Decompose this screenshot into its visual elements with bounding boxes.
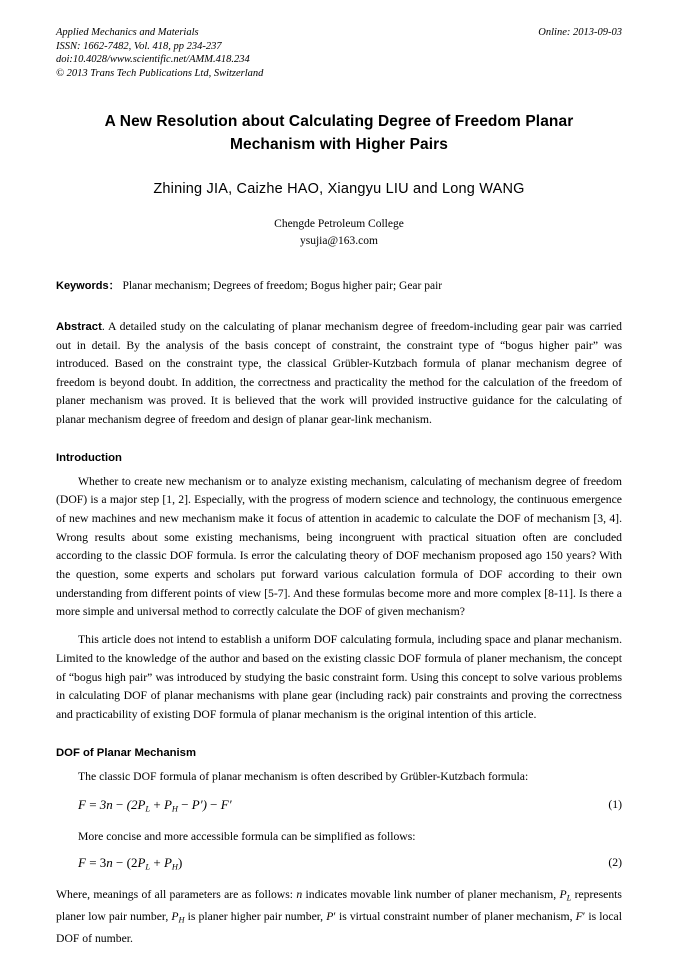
abstract-label: Abstract <box>56 321 102 333</box>
introduction-paragraph-2: This article does not intend to establish a uniform DOF calculating formula, including space and planar mechanism. Limited to the knowledge of the author and based on the existing classic DOF formula of planer mechanism, the concept of “bogus high pair” was introduced by studying the basic constraint form. Using this concept to solve various problems in calculating DOF of planar mechanisms with plane gear (including rack) pair constraints and proving the correctness and practicability of existing DOF formula of planar mechanism is the original intention of this article. <box>56 633 622 721</box>
journal-doi: doi:10.4028/www.scientific.net/AMM.418.234 <box>56 54 250 65</box>
equation-1-line <box>56 796 622 818</box>
journal-name: Applied Mechanics and Materials <box>56 27 199 38</box>
journal-header <box>56 26 622 80</box>
abstract-text: . A detailed study on the calculating of planar mechanism degree of freedom-including gear pair was carried out in detail. By the analysis of the basis concept of constraint, the constraint type of “bogus higher pair” was introduced. Based on the constraint type, the classical Grübler-Kutzbach formula of planar mechanism degree of freedom is beyond doubt. In addition, the correctness and practicality the method for the calculation of the freedom of planer mechanism was proved. It is believed that the work will provided instructive guidance for the calculating of planar mechanism degree of freedom and design of planar gear-link mechanism. <box>56 320 622 426</box>
journal-copyright: © 2013 Trans Tech Publications Ltd, Switzerland <box>56 67 264 79</box>
journal-header-left <box>56 26 263 80</box>
page-title <box>56 110 622 156</box>
journal-header-right <box>538 26 622 40</box>
equation-2-line <box>56 854 622 876</box>
section-heading-dof-of-planar-mechanism: DOF of Planar Mechanism <box>56 746 196 759</box>
dof-paragraph-2: More concise and more accessible formula can be simplified as follows: <box>78 829 416 843</box>
journal-issn-volume: ISSN: 1662-7482, Vol. 418, pp 234-237 <box>56 40 222 52</box>
affiliation: Chengde Petroleum College <box>274 218 404 230</box>
page-title-line-2: Mechanism with Higher Pairs <box>229 136 449 153</box>
author-list: Zhining JIA, Caizhe HAO, Xiangyu LIU and Long WANG <box>153 181 525 197</box>
equation-2: $F = 3n - (2P_L + P_H)$ <box>78 855 183 872</box>
equation-2-number: (2) <box>608 856 622 870</box>
dof-paragraph-1: The classic DOF formula of planar mechanism is often described by Grübler-Kutzbach formula: <box>78 769 529 783</box>
keywords-block <box>56 278 622 294</box>
dof-paragraph-3: Where, meanings of all parameters are as follows: n indicates movable link number of planer mechanism, $P_L$ represents planer low pair number, $P_H$ is planer higher pair number, P′ is virtual constraint number of planer mechanism, F′ is local DOF of number. <box>56 887 622 945</box>
section-heading-introduction: Introduction <box>56 451 122 464</box>
online-date: Online: 2013-09-03 <box>538 27 622 38</box>
abstract-block <box>56 318 622 430</box>
keywords-label: Keywords： <box>56 280 120 292</box>
introduction-paragraph-1: Whether to create new mechanism or to analyze existing mechanism, calculating of mechanism degree of freedom (DOF) is a major step [1, 2]. Especially, with the progress of modern science and technology, the continuous emergence of new machines and new mechanism make it focus of attention in academic to calculate the DOF of mechanism [3, 4]. Wrong results about some existing mechanisms, being incongruent with practical situation often are concluded according to the classic DOF formula. Is error the calculating theory of DOF mechanism proposed ago 150 years? With the question, some experts and scholars put forward various calculation formula of DOF according to their own understanding from different points of view [5-7]. And these formulas become more and more complex [8-11]. Is there a more simple and universal method to correctly calculate the DOF of given mechanism? <box>56 474 622 619</box>
keywords-text: Planar mechanism; Degrees of freedom; Bogus higher pair; Gear pair <box>122 280 443 292</box>
page-title-line-1: A New Resolution about Calculating Degree of Freedom Planar <box>104 113 574 130</box>
equation-1-number: (1) <box>608 798 622 812</box>
contact-email: ysujia@163.com <box>300 235 378 247</box>
equation-1: $F = 3n - (2P_L + P_H - P') - F'$ <box>78 797 232 814</box>
